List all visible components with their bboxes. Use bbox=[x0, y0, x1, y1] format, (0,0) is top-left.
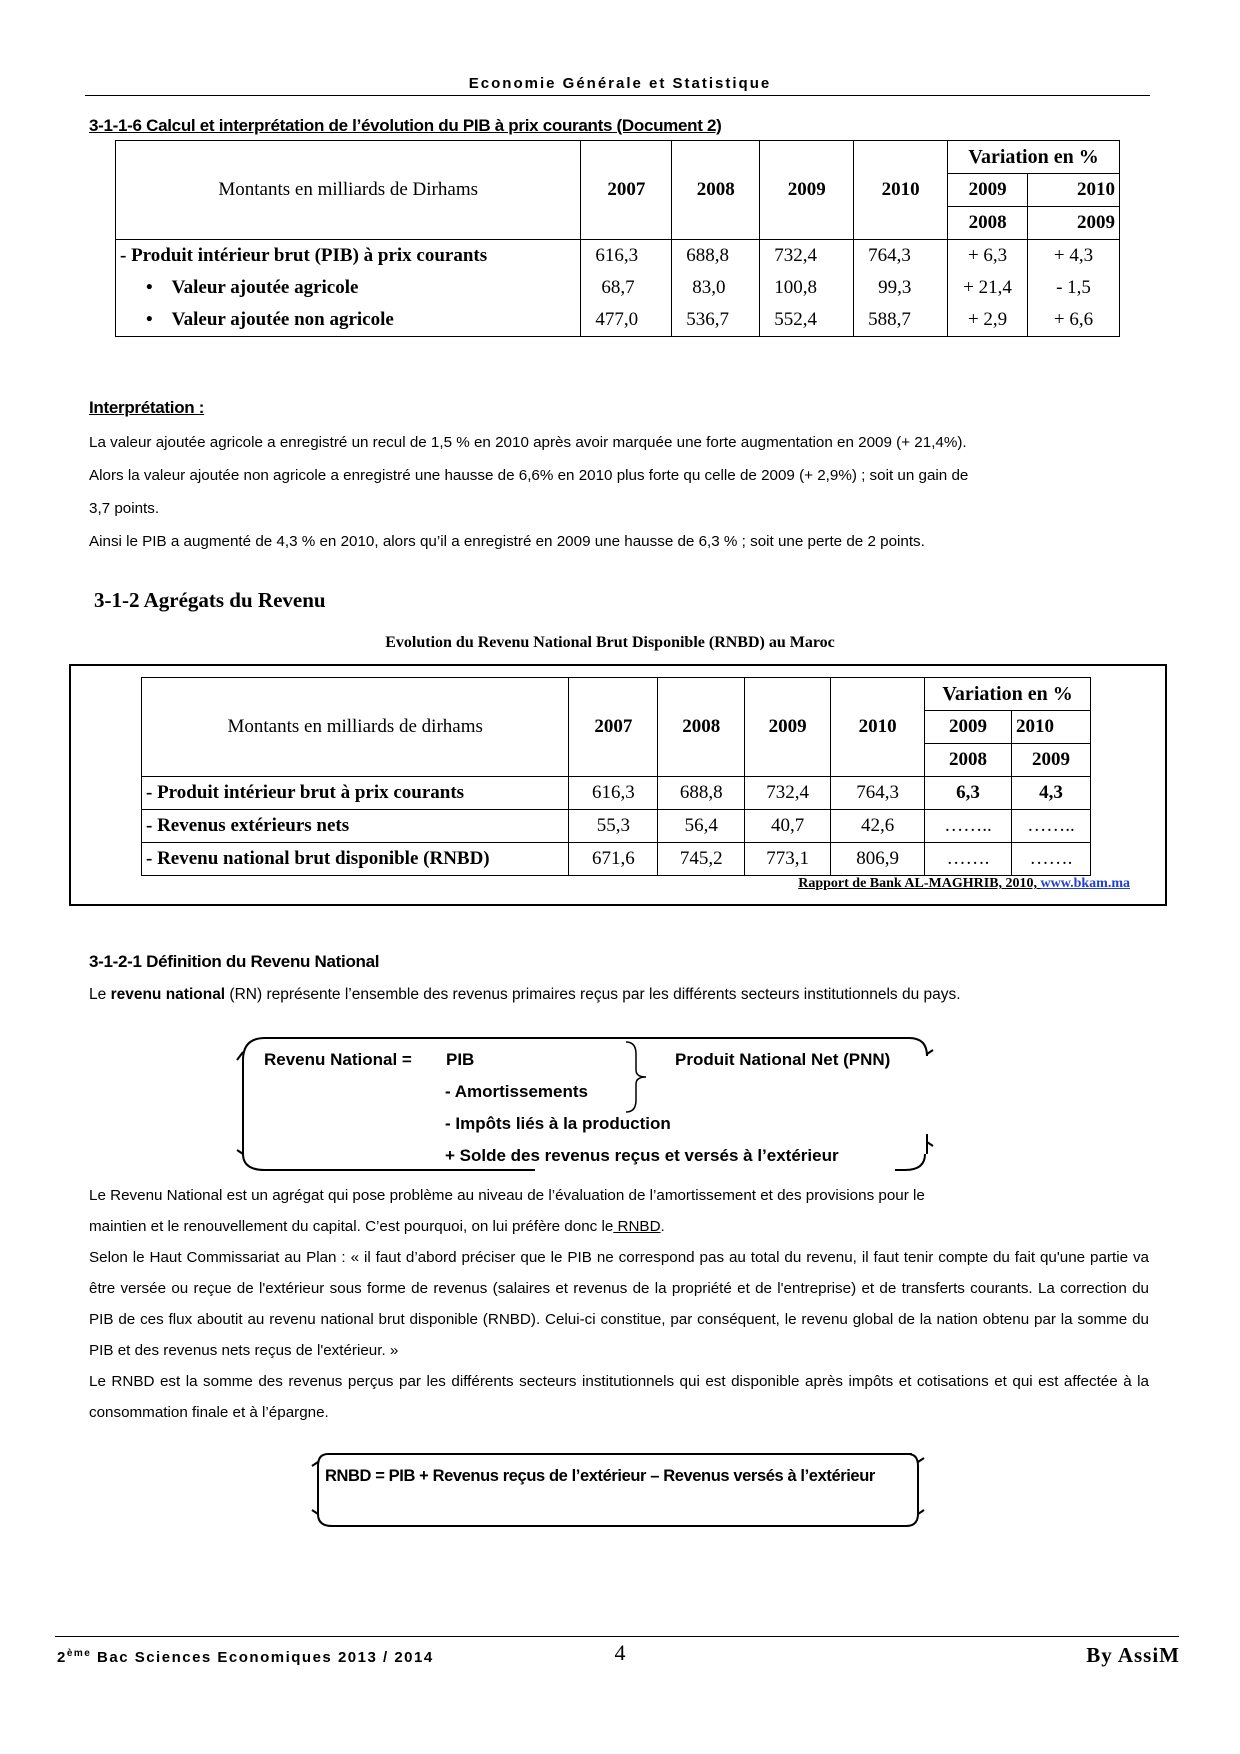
nonagri-row-var: + 6,6 bbox=[1028, 304, 1120, 337]
pib-var-bottom-2: 2009 bbox=[1028, 207, 1120, 240]
nonagri-row-value: 552,4 bbox=[760, 304, 854, 337]
pib-row-var: + 6,3 bbox=[948, 240, 1028, 273]
interpretation-text bbox=[89, 426, 1149, 558]
rnbd-row-value: 42,6 bbox=[831, 810, 925, 843]
rnbd-row-pib-label: - Produit intérieur brut à prix courants bbox=[142, 777, 569, 810]
footer-author: By AssiM bbox=[1086, 1643, 1180, 1667]
formula-line-3: - Impôts liés à la production bbox=[445, 1114, 671, 1133]
formula-left: Revenu National = bbox=[264, 1050, 412, 1069]
rnbd-year-2008: 2008 bbox=[658, 678, 745, 777]
rnbd-row-value: 671,6 bbox=[569, 843, 658, 876]
interpretation-p2b: 3,7 points. bbox=[89, 500, 160, 517]
footer-level-prefix: 2 bbox=[57, 1649, 67, 1666]
pib-var-top-2: 2010 bbox=[1028, 174, 1120, 207]
rnbd-row-value: 56,4 bbox=[658, 810, 745, 843]
agri-row-value: 68,7 bbox=[581, 272, 672, 304]
definition-prefix: Le bbox=[89, 986, 111, 1003]
rnbd-row-value: 616,3 bbox=[569, 777, 658, 810]
footer-rule bbox=[55, 1636, 1179, 1637]
nonagri-row-label: Valeur ajoutée non agricole bbox=[171, 309, 394, 330]
rnbd-var-top-2: 2010 bbox=[1011, 711, 1090, 744]
interpretation-title: Interprétation : bbox=[89, 398, 205, 417]
section-title-revenu: 3-1-2 Agrégats du Revenu bbox=[94, 588, 326, 612]
formula-line-2: - Amortissements bbox=[445, 1082, 588, 1101]
footer-level-sup: ème bbox=[66, 1648, 92, 1659]
pib-row-value: 732,4 bbox=[760, 240, 854, 273]
nonagri-row-var: + 2,9 bbox=[948, 304, 1028, 337]
footer-level-rest: Bac Sciences Economiques 2013 / 2014 bbox=[91, 1649, 434, 1666]
rnbd-table-label: Montants en milliards de dirhams bbox=[142, 678, 569, 777]
bullet-icon: • bbox=[146, 309, 153, 330]
rnbd-year-2010: 2010 bbox=[831, 678, 925, 777]
rnbd-row-var: …….. bbox=[925, 810, 1012, 843]
rnbd-var-bottom-2: 2009 bbox=[1011, 744, 1090, 777]
rnbd-caption: Evolution du Revenu National Brut Disponible (RNBD) au Maroc bbox=[385, 634, 835, 651]
footer-level bbox=[57, 1648, 434, 1666]
pib-var-bottom-1: 2008 bbox=[948, 207, 1028, 240]
rnbd-row-value: 688,8 bbox=[658, 777, 745, 810]
interpretation-p2a: Alors la valeur ajoutée non agricole a enregistré une hausse de 6,6% en 2010 plus forte qu celle de 2009 (+ 2,9%) ; soit un gain de bbox=[89, 467, 969, 484]
rnbd-formula: RNBD = PIB + Revenus reçus de l’extérieur – Revenus versés à l’extérieur bbox=[325, 1467, 875, 1485]
nonagri-row-value: 588,7 bbox=[854, 304, 948, 337]
nonagri-row-value: 536,7 bbox=[672, 304, 760, 337]
page-number: 4 bbox=[614, 1640, 626, 1665]
agri-row-label: Valeur ajoutée agricole bbox=[171, 277, 359, 298]
pib-var-top-1: 2009 bbox=[948, 174, 1028, 207]
agri-row-var: - 1,5 bbox=[1028, 272, 1120, 304]
section-title-definition: 3-1-2-1 Définition du Revenu National bbox=[89, 952, 380, 971]
pib-row-value: 688,8 bbox=[672, 240, 760, 273]
agri-row-value: 100,8 bbox=[760, 272, 854, 304]
pib-year-2008: 2008 bbox=[672, 141, 760, 240]
header-rule bbox=[85, 95, 1150, 96]
agri-row-label-cell bbox=[116, 272, 581, 304]
agri-row-value: 99,3 bbox=[854, 272, 948, 304]
brace-icon bbox=[622, 1040, 652, 1114]
interpretation-p3: Ainsi le PIB a augmenté de 4,3 % en 2010, alors qu’il a enregistré en 2009 une hausse de 6,3 % ; soit une perte de 2 points. bbox=[89, 533, 925, 550]
rnbd-row-value: 55,3 bbox=[569, 810, 658, 843]
rnbd-row-value: 732,4 bbox=[745, 777, 831, 810]
rnbd-row-var: 4,3 bbox=[1011, 777, 1090, 810]
agri-row-var: + 21,4 bbox=[948, 272, 1028, 304]
rnbd-var-bottom-1: 2008 bbox=[925, 744, 1012, 777]
rnbd-source bbox=[0, 876, 1130, 892]
bkam-link[interactable]: www.bkam.ma bbox=[1040, 876, 1130, 891]
revenu-national-text bbox=[89, 1180, 1149, 1428]
rnbd-row-value: 806,9 bbox=[831, 843, 925, 876]
rnbd-table bbox=[141, 677, 1091, 876]
rn-p1b-end: . bbox=[660, 1218, 665, 1235]
rnbd-var-top-1: 2009 bbox=[925, 711, 1012, 744]
page-header-title: Economie Générale et Statistique bbox=[468, 75, 772, 92]
bullet-icon: • bbox=[146, 277, 153, 298]
pib-row-value: 764,3 bbox=[854, 240, 948, 273]
nonagri-row-label-cell bbox=[116, 304, 581, 337]
rnbd-year-2009: 2009 bbox=[745, 678, 831, 777]
rnbd-row-ext-label: - Revenus extérieurs nets bbox=[142, 810, 569, 843]
formula2-box-frame bbox=[308, 1452, 928, 1530]
pib-year-2009: 2009 bbox=[760, 141, 854, 240]
rnbd-year-2007: 2007 bbox=[569, 678, 658, 777]
hcp-quote: Selon le Haut Commissariat au Plan : « il faut d’abord préciser que le PIB ne correspond pas au total du revenu, il faut tenir compte du fait qu'une partie va être versée ou reçue de l'extérieur sous forme de revenus (salaires et revenus de la propriété et de l'entreprise) et de transferts courants. La correction du PIB de ces flux aboutit au revenu national brut disponible (RNBD). Celui-ci constitue, par conséquent, le revenu global de la nation obtenu par la somme du PIB et des revenus nets reçus de l'extérieur. » bbox=[89, 1249, 1149, 1359]
pib-variation-title: Variation en % bbox=[948, 141, 1120, 174]
pib-row-var: + 4,3 bbox=[1028, 240, 1120, 273]
section-title-pib: 3-1-1-6 Calcul et interprétation de l’évolution du PIB à prix courants (Document 2) bbox=[89, 116, 722, 135]
interpretation-p1: La valeur ajoutée agricole a enregistré un recul de 1,5 % en 2010 après avoir marquée une forte augmentation en 2009 (+ 21,4%). bbox=[89, 434, 967, 451]
pib-table-label: Montants en milliards de Dirhams bbox=[116, 141, 581, 240]
agri-row-value: 83,0 bbox=[672, 272, 760, 304]
definition-text bbox=[89, 986, 961, 1004]
pib-year-2007: 2007 bbox=[581, 141, 672, 240]
definition-rest: (RN) représente l’ensemble des revenus primaires reçus par les différents secteurs institutionnels du pays. bbox=[225, 986, 961, 1003]
pib-table bbox=[115, 140, 1120, 337]
rnbd-row-value: 40,7 bbox=[745, 810, 831, 843]
rnbd-variation-title: Variation en % bbox=[925, 678, 1091, 711]
rnbd-row-rnbd-label: - Revenu national brut disponible (RNBD) bbox=[142, 843, 569, 876]
pib-row-label: - Produit intérieur brut (PIB) à prix courants bbox=[116, 240, 581, 273]
rnbd-underlined: RNBD bbox=[613, 1218, 661, 1235]
rn-p1b: maintien et le renouvellement du capital. C’est pourquoi, on lui préfère donc le bbox=[89, 1218, 614, 1235]
rnbd-definition: Le RNBD est la somme des revenus perçus par les différents secteurs institutionnels qui est disponible après impôts et cotisations et qui est affectée à la consommation finale et à l’épargne. bbox=[89, 1373, 1149, 1421]
nonagri-row-value: 477,0 bbox=[581, 304, 672, 337]
formula-right: Produit National Net (PNN) bbox=[675, 1050, 891, 1069]
rnbd-row-value: 773,1 bbox=[745, 843, 831, 876]
formula-line-4: + Solde des revenus reçus et versés à l’extérieur bbox=[445, 1146, 839, 1165]
pib-year-2010: 2010 bbox=[854, 141, 948, 240]
rnbd-row-value: 764,3 bbox=[831, 777, 925, 810]
formula-line-1: PIB bbox=[446, 1050, 475, 1069]
rnbd-row-var: ……. bbox=[925, 843, 1012, 876]
rnbd-row-var: ……. bbox=[1011, 843, 1090, 876]
rnbd-row-value: 745,2 bbox=[658, 843, 745, 876]
definition-term: revenu national bbox=[110, 986, 226, 1003]
rnbd-source-text: Rapport de Bank AL-MAGHRIB, 2010, bbox=[798, 876, 1041, 891]
rn-p1a: Le Revenu National est un agrégat qui pose problème au niveau de l’évaluation de l’amortissement et des provisions pour le bbox=[89, 1187, 925, 1204]
rn-p1b-line bbox=[89, 1211, 1149, 1242]
pib-row-value: 616,3 bbox=[581, 240, 672, 273]
rnbd-row-var: 6,3 bbox=[925, 777, 1012, 810]
rnbd-row-var: …….. bbox=[1011, 810, 1090, 843]
